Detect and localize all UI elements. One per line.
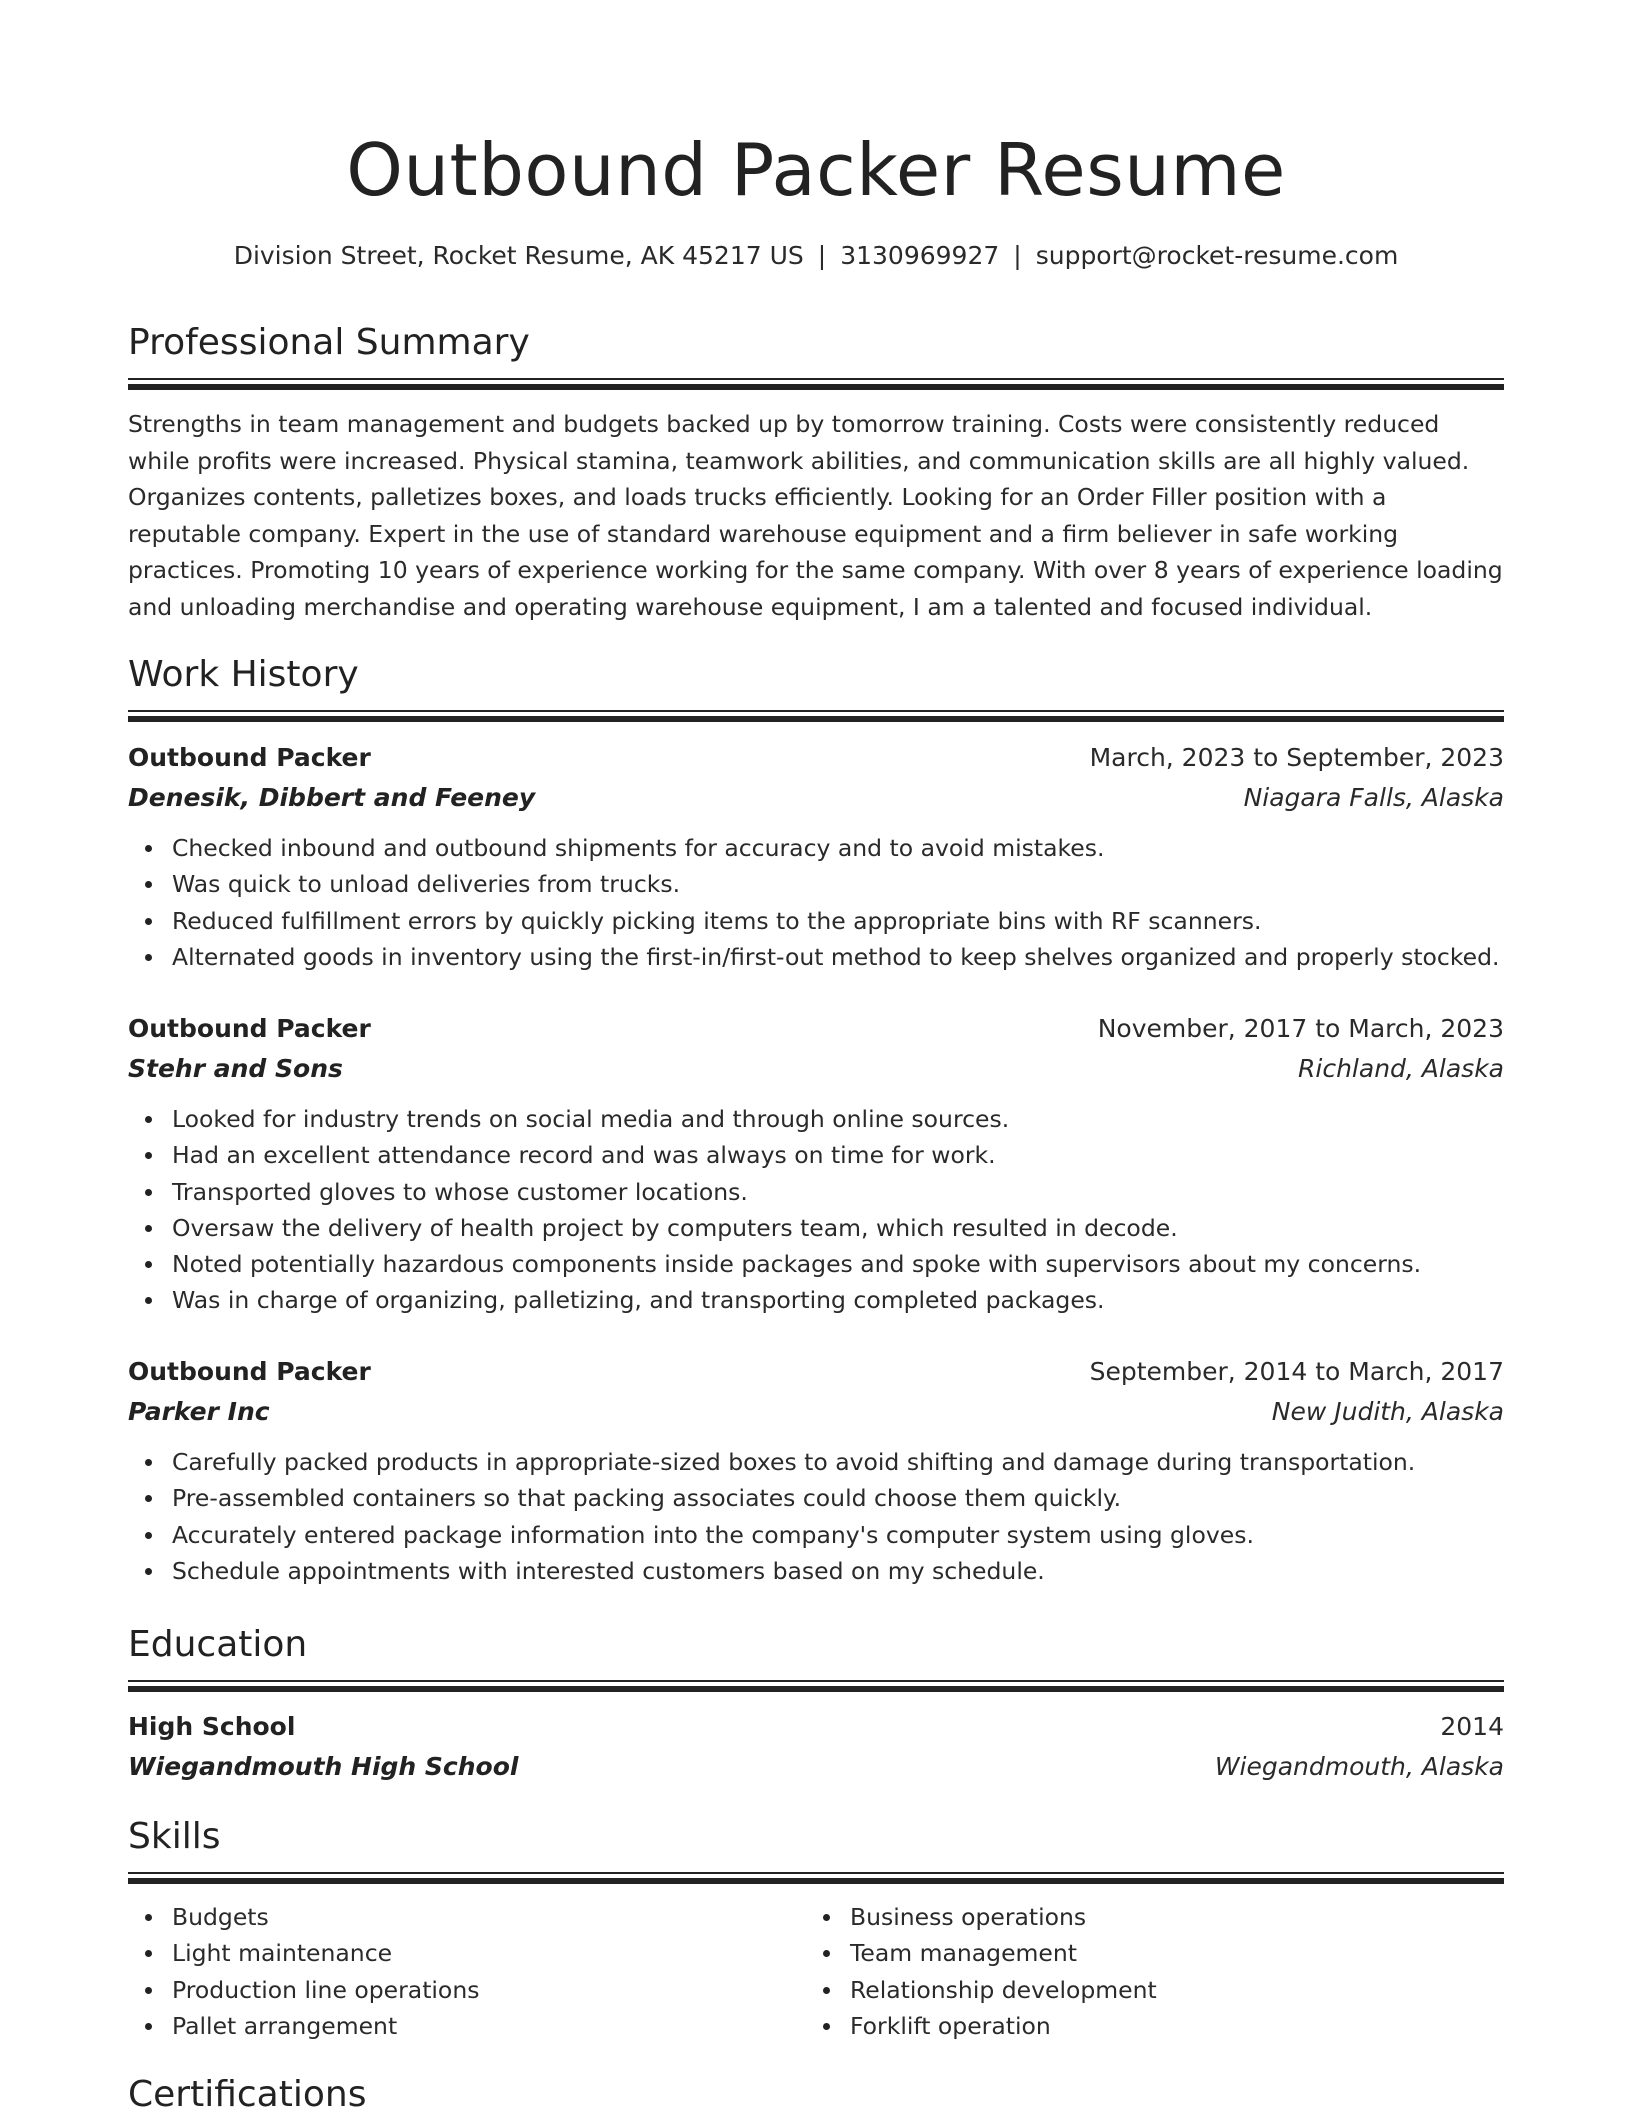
job-location: Richland, Alaska — [1298, 1054, 1504, 1083]
list-item: Noted potentially hazardous components inside packages and spoke with supervisors about my concerns. — [172, 1246, 1504, 1282]
education-degree: High School — [128, 1712, 296, 1741]
education-year: 2014 — [1440, 1712, 1504, 1741]
resume-page — [128, 0, 1504, 2115]
section-rule — [128, 710, 1504, 724]
list-item: Budgets — [172, 1899, 788, 1935]
job-title: Outbound Packer — [128, 1014, 371, 1043]
list-item: Pre-assembled containers so that packing associates could choose them quickly. — [172, 1480, 1504, 1516]
job-location: New Judith, Alaska — [1271, 1397, 1504, 1426]
contact-address: Division Street, Rocket Resume, AK 45217 US — [233, 241, 804, 270]
contact-line — [128, 236, 1504, 276]
section-title-education: Education — [128, 1624, 308, 1665]
certifications-section — [128, 2070, 1504, 2120]
list-item: Production line operations — [172, 1972, 788, 2008]
list-item: Transported gloves to whose customer locations. — [172, 1174, 1504, 1210]
skills-column-right — [806, 1899, 1466, 2044]
section-title-skills: Skills — [128, 1816, 221, 1857]
list-item: Schedule appointments with interested customers based on my schedule. — [172, 1553, 1504, 1589]
education-school: Wiegandmouth High School — [128, 1752, 519, 1781]
education-entry — [128, 1707, 1504, 1787]
list-item: Carefully packed products in appropriate-sized boxes to avoid shifting and damage during transportation. — [172, 1444, 1504, 1480]
list-item: Team management — [850, 1935, 1466, 1971]
list-item: Light maintenance — [172, 1935, 788, 1971]
job-company: Denesik, Dibbert and Feeney — [128, 783, 536, 812]
resume-title: Outbound Packer Resume — [346, 128, 1286, 212]
section-rule — [128, 1872, 1504, 1886]
job-dates: March, 2023 to September, 2023 — [1089, 743, 1504, 772]
list-item: Accurately entered package information into the company's computer system using gloves. — [172, 1517, 1504, 1553]
section-title-certifications: Certifications — [128, 2074, 367, 2115]
list-item: Had an excellent attendance record and was always on time for work. — [172, 1137, 1504, 1173]
list-item: Relationship development — [850, 1972, 1466, 2008]
section-title-work: Work History — [128, 654, 359, 695]
education-section — [128, 1620, 1504, 1694]
education-location: Wiegandmouth, Alaska — [1214, 1752, 1504, 1781]
job-entry — [128, 1352, 1504, 1589]
skills-column-left — [128, 1899, 788, 2044]
job-entry — [128, 738, 1504, 975]
job-company: Stehr and Sons — [128, 1054, 343, 1083]
contact-separator: | — [1013, 241, 1022, 270]
contact-email: support@rocket-resume.com — [1035, 241, 1399, 270]
list-item: Forklift operation — [850, 2008, 1466, 2044]
skills-section — [128, 1812, 1504, 1886]
list-item: Was quick to unload deliveries from trucks. — [172, 866, 1504, 902]
list-item: Looked for industry trends on social media and through online sources. — [172, 1101, 1504, 1137]
job-duties — [128, 1101, 1504, 1319]
section-rule — [128, 378, 1504, 392]
list-item: Was in charge of organizing, palletizing, and transporting completed packages. — [172, 1282, 1504, 1318]
job-dates: September, 2014 to March, 2017 — [1089, 1357, 1504, 1386]
contact-phone: 3130969927 — [840, 241, 1000, 270]
job-location: Niagara Falls, Alaska — [1243, 783, 1504, 812]
list-item: Oversaw the delivery of health project by computers team, which resulted in decode. — [172, 1210, 1504, 1246]
job-title: Outbound Packer — [128, 1357, 371, 1386]
list-item: Pallet arrangement — [172, 2008, 788, 2044]
work-section — [128, 650, 1504, 724]
list-item: Alternated goods in inventory using the first-in/first-out method to keep shelves organized and properly stocked. — [172, 939, 1504, 975]
job-title: Outbound Packer — [128, 743, 371, 772]
summary-text: Strengths in team management and budgets backed up by tomorrow training. Costs were consistently reduced while profits were increased. Physical stamina, teamwork abilities, and communication skills are all highly valued. Organizes contents, palletizes boxes, and loads trucks efficiently. Looking for an Order Filler position with a reputable company. Expert in the use of standard warehouse equipment and a firm believer in safe working practices. Promoting 10 years of experience working for the same company. With over 8 years of experience loading and unloading merchandise and operating warehouse equipment, I am a talented and focused individual. — [128, 410, 1503, 621]
list-item: Reduced fulfillment errors by quickly picking items to the appropriate bins with RF scanners. — [172, 903, 1504, 939]
job-duties — [128, 830, 1504, 975]
section-rule — [128, 1680, 1504, 1694]
job-entry — [128, 1009, 1504, 1319]
list-item: Business operations — [850, 1899, 1466, 1935]
job-company: Parker Inc — [128, 1397, 270, 1426]
section-title-summary: Professional Summary — [128, 322, 530, 363]
job-duties — [128, 1444, 1504, 1589]
list-item: Checked inbound and outbound shipments for accuracy and to avoid mistakes. — [172, 830, 1504, 866]
contact-separator: | — [817, 241, 827, 270]
summary-section — [128, 318, 1504, 392]
job-dates: November, 2017 to March, 2023 — [1097, 1014, 1504, 1043]
